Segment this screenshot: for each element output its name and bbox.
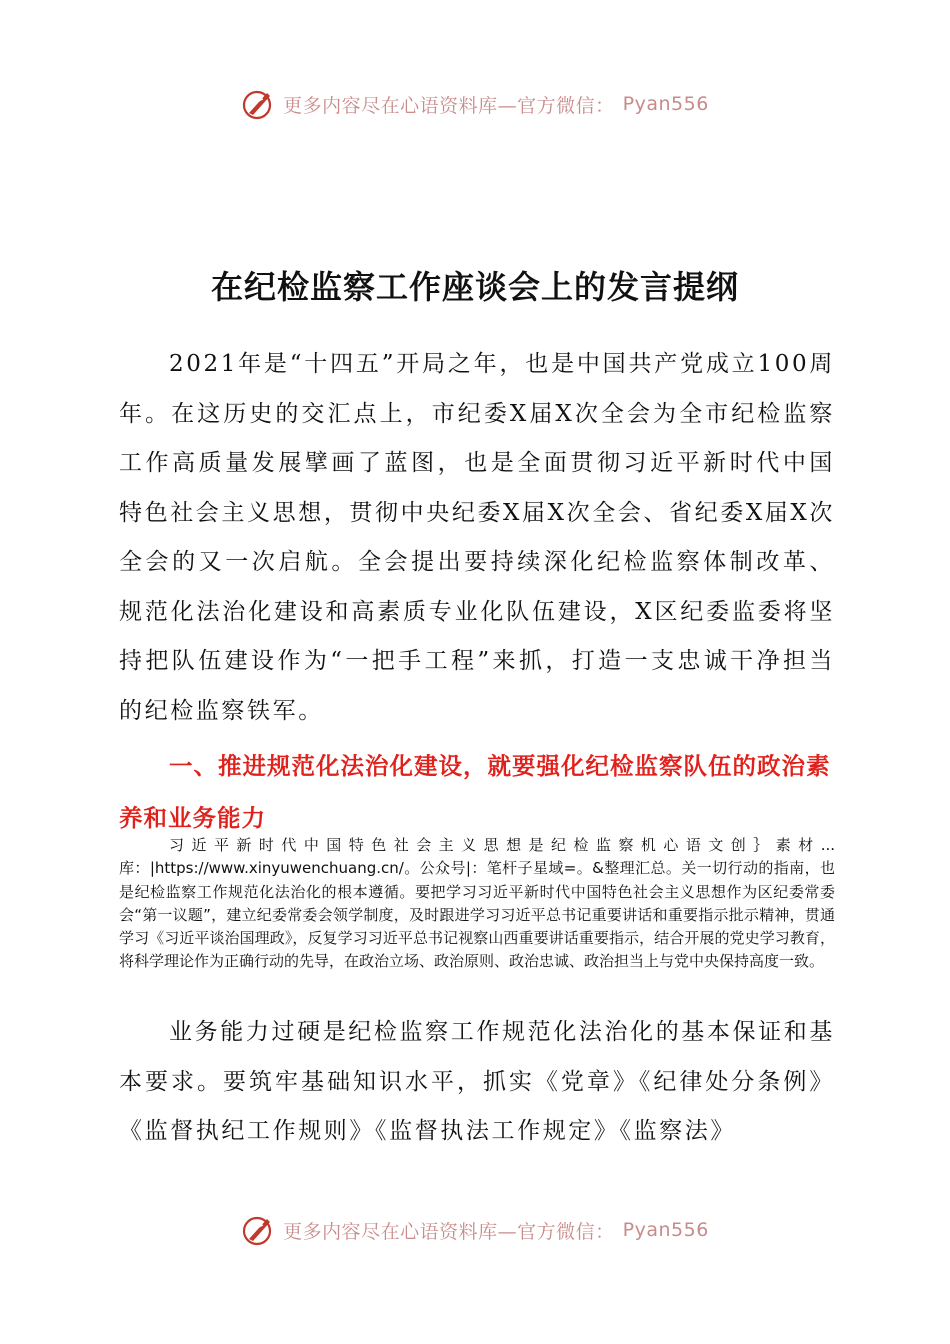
banner-text: 更多内容尽在心语资料库—官方微信： [283, 1220, 615, 1243]
document-title: 在纪检监察工作座谈会上的发言提纲 [210, 268, 739, 306]
section-1-heading: 一、推进规范化法治化建设，就要强化纪检监察队伍的政治素养和业务能力 [119, 752, 831, 832]
header-watermark [0, 84, 950, 124]
banner-text: 更多内容尽在心语资料库—官方微信： [283, 94, 615, 117]
quill-logo-icon [241, 87, 275, 121]
banner-wechat-id: Pyan556 [622, 1219, 709, 1241]
intro-paragraph: 2021年是“十四五”开局之年，也是中国共产党成立100周年。在这历史的交汇点上，市纪委X届X次全会为全市纪检监察工作高质量发展擘画了蓝图，也是全面贯彻习近平新时代中国特色社会主义思想，贯彻中央纪委X届X次全会、省纪委X届X次全会的又一次启航。全会提出要持续深化纪检监察体制改革、规范化法治化建设和高素质专业化队伍建设，X区纪委监委将坚持把队伍建设作为“一把手工程”来抓，打造一支忠诚干净担当的纪检监察铁军。 [119, 351, 835, 724]
footer-watermark [0, 1210, 950, 1250]
banner-wechat-id: Pyan556 [622, 93, 709, 115]
section-1-small-text: 习近平新时代中国特色社会主义思想是纪检监察机心语文创｝素材...库：|https://www.xinyuwenchuang.cn/。公众号|：笔杆子星域=。&整理汇总。关一切行动的指南，也是纪检监察工作规范化法治化的根本遵循。要把学习习近平新时代中国特色社会主义思想作为区纪委常委会“第一议题”，建立纪委常委会领学制度，及时跟进学习习近平总书记重要讲话和重要指示批示精神，贯通学习《习近平谈治国理政》，反复学习习近平总书记视察山西重要讲话重要指示，结合开展的党史学习教育，将科学理论作为正确行动的先导，在政治立场、政治原则、政治忠诚、政治担当上与党中央保持高度一致。 [119, 836, 835, 971]
quill-logo-icon [241, 1213, 275, 1247]
section-1-paragraph: 业务能力过硬是纪检监察工作规范化法治化的基本保证和基本要求。要筑牢基础知识水平，抓实《党章》《纪律处分条例》《监督执纪工作规则》《监督执法工作规定》《监察法》 [119, 1019, 835, 1144]
